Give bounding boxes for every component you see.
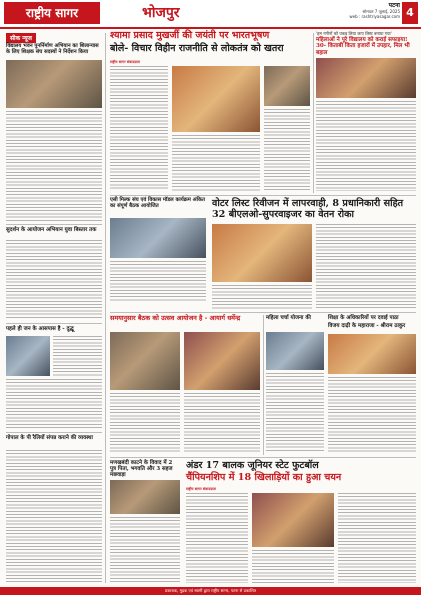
top-story-col1 xyxy=(110,66,168,191)
divider xyxy=(110,195,416,196)
mid-body-2 xyxy=(316,224,416,309)
row2-c-body xyxy=(328,377,416,453)
section-title: भोजपुर xyxy=(142,5,180,21)
left-photo-1 xyxy=(6,60,102,108)
left-story3-body xyxy=(53,336,102,376)
divider xyxy=(110,312,416,313)
column-rule xyxy=(263,315,264,455)
top-byline: राष्ट्रीय सागर संवाददाता xyxy=(110,60,140,64)
top-photo-2 xyxy=(264,66,310,106)
bottom-left-body xyxy=(110,517,180,583)
divider xyxy=(6,432,102,433)
bottom-photo xyxy=(252,493,334,547)
right-kicker: 'हम नगीनों को पकड़ लिया जाए लिस्ट बनाया गया' xyxy=(316,31,392,36)
row2-c-headline: शिक्षा के अधिकारियों पर दवाई पाठा xyxy=(328,315,399,321)
header-info xyxy=(322,3,400,20)
left-story1-body xyxy=(6,111,102,221)
row2-b-photo xyxy=(266,332,324,370)
row2-c-photo xyxy=(328,334,416,374)
mid-small-photo xyxy=(110,218,206,258)
row2-a-body-1 xyxy=(110,393,180,453)
left-photo-2 xyxy=(6,336,50,376)
row2-a-photo-2 xyxy=(184,332,260,390)
page-footer: प्रकाशक, मुद्रक एवं स्वामी द्वारा राष्ट्रीय सागर, पटना से प्रकाशित xyxy=(0,587,421,595)
header-web: web : rashtriyasagar.com xyxy=(349,14,400,19)
bottom-byline: राष्ट्रीय सागर संवाददाता xyxy=(186,487,216,491)
bottom-body-2 xyxy=(252,550,334,583)
bottom-left-photo xyxy=(110,480,180,514)
left-story4-headline: गोपाल के पी रैलियों संपन्न कराने की व्यवस्था xyxy=(6,435,93,441)
bottom-body-1 xyxy=(186,493,248,583)
masthead-logo: राष्ट्रीय सागर xyxy=(4,2,100,24)
header-rule xyxy=(0,27,421,29)
mid-photo xyxy=(212,224,312,282)
top-photo-1 xyxy=(172,66,260,132)
mid-small-body xyxy=(110,261,206,301)
right-photo-1 xyxy=(316,58,416,98)
divider xyxy=(6,224,102,225)
top-story-col2 xyxy=(172,135,260,191)
bottom-body-3 xyxy=(338,493,416,583)
divider xyxy=(6,323,102,324)
row2-c-headline-2: विजय दाढ़ी के महाराजा - श्रीराम ठाकुर xyxy=(328,323,406,329)
left-tag: सीक न्यूज xyxy=(6,33,36,43)
header-city: पटना xyxy=(388,2,400,9)
row2-b-headline: महिला चर्चा योजना की xyxy=(266,315,311,321)
divider xyxy=(110,457,416,458)
row2-b-body xyxy=(266,373,324,453)
header-date: सोमवार 7 जुलाई, 2025 xyxy=(362,8,400,14)
bottom-left-headline: मणखबंदी काटने के विवाद में 2 पुत्र पिता, भगवति और 3 सहज मछवाड़ा xyxy=(110,460,173,479)
column-rule xyxy=(105,33,106,583)
left-story3-headline: पहले ही जन के आसपास है - दुद्धू xyxy=(6,326,74,332)
page-number: 4 xyxy=(402,2,418,24)
row2-a-photo xyxy=(110,332,180,390)
right-top-headline: महिलाओं ने पूरे विद्यालय को कराई सफाइया! 30- किताबी किता हजारों में उपहार, मिल भी बहाल xyxy=(316,37,410,56)
right-top-body xyxy=(316,101,416,191)
mid-body-1 xyxy=(212,285,312,309)
top-headline-line2: बोले- विचार विहीन राजनीति से लोकतंत्र को खतरा xyxy=(110,43,284,54)
column-rule xyxy=(313,33,314,193)
bottom-headline-line2: चैंपियनशिप में 18 खिलाड़ियों का हुआ चयन xyxy=(186,472,342,483)
left-story1-headline: विद्यालय भवन पुनर्निर्माण अभियान का शिलान्यास के लिए शिक्षक संघ सदस्यों ने निर्देशन किया xyxy=(6,43,99,55)
row2-a-body-2 xyxy=(184,393,260,453)
top-headline-line1: श्यामा प्रसाद मुखर्जी की जयंती पर भारतभूषण xyxy=(110,30,270,41)
row2-a-headline: समयानुसार बैठक को उत्सव आयोजन है - आयार्ग धर्मेन्द्र xyxy=(110,314,241,322)
bottom-headline-line1: अंडर 17 बालक जूनियर स्टेट फुटबॉल xyxy=(186,460,319,471)
top-story-col3 xyxy=(264,109,310,191)
left-story2-body xyxy=(6,240,102,320)
left-story2-headline: सुदर्शन के आयोजन अभियान युवा बिस्तार तक xyxy=(6,227,97,233)
mid-small-headline: एसी मिल्क संघ एवं विकास मॉडल कार्यक्रम अंकित का संपूर्ण बैठक आयोजित xyxy=(110,197,205,209)
left-story4-body xyxy=(6,450,102,583)
mid-headline: वोटर लिस्ट रिवीजन में लापरवाही, 8 प्रधानिकारी सहित 32 बीएलओ-सुपरवाइजर का वेतन रोका xyxy=(212,198,404,221)
left-story3-body-2 xyxy=(6,379,102,429)
